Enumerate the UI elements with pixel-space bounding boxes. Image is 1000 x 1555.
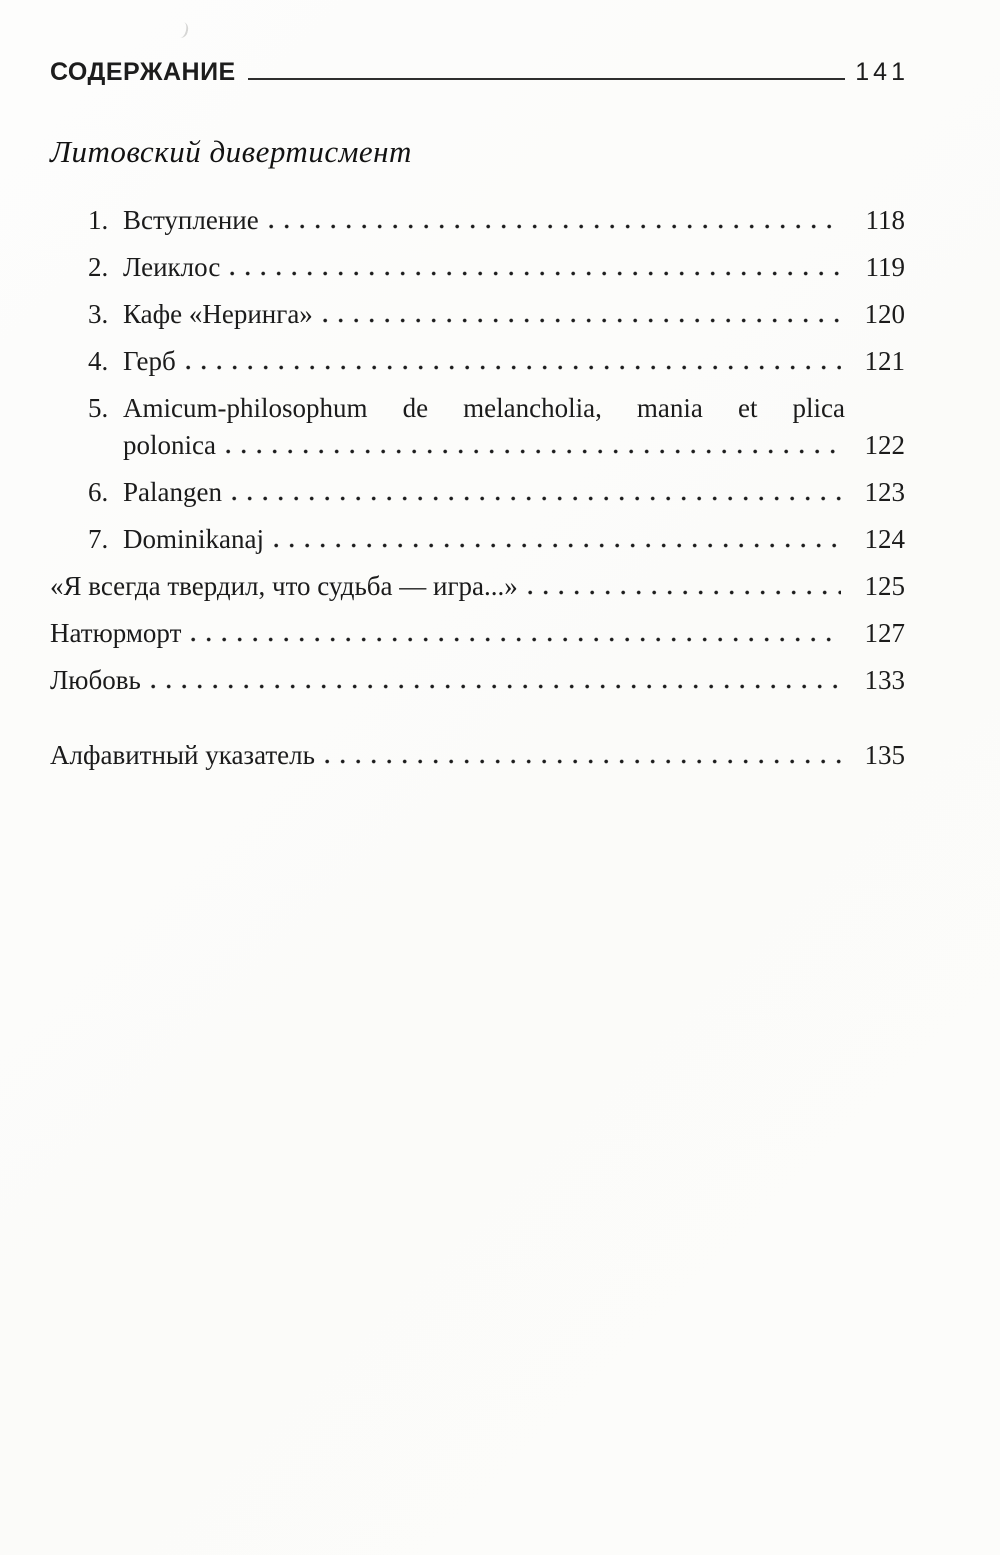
dotted-leader — [230, 271, 841, 276]
toc-entry-body — [123, 475, 905, 509]
scan-artifact — [174, 21, 190, 39]
dotted-leader — [274, 543, 841, 548]
toc-entry — [50, 663, 905, 697]
toc-entry-leader-line — [123, 475, 905, 509]
toc-entry-number: 4. — [88, 346, 109, 376]
toc-entry — [50, 344, 905, 378]
toc-entry-title: «Я всегда твердил, что судьба — игра...» — [50, 571, 518, 601]
dotted-leader — [325, 759, 841, 764]
toc-entry-body — [123, 344, 905, 378]
toc-entry-title: Вступление — [123, 205, 259, 235]
toc-entry-title: Dominikanaj — [123, 524, 264, 554]
toc-entry-number: 2. — [88, 252, 109, 282]
toc-entry-page: 121 — [864, 346, 905, 376]
toc-entry-body — [123, 297, 905, 331]
dotted-leader — [186, 365, 841, 370]
toc-entry-line: Amicum-philosophum de melancholia, mania et plica — [123, 393, 845, 423]
toc-entry-page: 122 — [864, 430, 905, 460]
toc-entry-leader-line — [123, 297, 905, 331]
dotted-leader — [528, 590, 841, 595]
toc-entry — [50, 738, 905, 772]
toc-entry-title: Герб — [123, 346, 176, 376]
toc-entry-leader-line — [123, 522, 905, 556]
toc-entry-title: Леиклос — [123, 252, 221, 282]
toc-entry-page: 120 — [864, 299, 905, 329]
toc-entry-number: 5. — [88, 393, 109, 423]
toc-entry-number: 1. — [88, 205, 109, 235]
toc-entry-title: Кафе «Неринга» — [123, 299, 313, 329]
header-page-number: 141 — [855, 58, 909, 86]
toc-entry-leader-line — [50, 738, 905, 772]
toc-entry-body — [123, 203, 905, 237]
toc-entry — [50, 475, 905, 509]
dotted-leader — [323, 318, 841, 323]
toc-entry-body — [123, 522, 905, 556]
toc-entry-title: Любовь — [50, 665, 141, 695]
toc-entry-title: Алфавитный указатель — [50, 740, 315, 770]
toc-entry-number: 6. — [88, 477, 109, 507]
toc-entry-page: 123 — [864, 477, 905, 507]
toc-entry — [50, 522, 905, 556]
toc-entry-title: Palangen — [123, 477, 222, 507]
section-heading: Литовский дивертисмент — [50, 134, 412, 169]
toc-entry — [50, 297, 905, 331]
toc-entry — [50, 250, 905, 284]
toc-entry — [50, 569, 905, 603]
toc-entry-number: 3. — [88, 299, 109, 329]
dotted-leader — [151, 684, 841, 689]
toc-entry — [50, 203, 905, 237]
toc-list — [50, 203, 905, 697]
toc-entry-leader-line — [123, 203, 905, 237]
toc-entry-body — [123, 250, 905, 284]
dotted-leader — [226, 449, 841, 454]
toc-entry-page: 125 — [864, 571, 905, 601]
toc-entry-body — [50, 616, 905, 650]
toc-entry-leader-line — [123, 428, 905, 462]
dotted-leader — [269, 224, 841, 229]
toc-entry-title: polonica — [123, 430, 216, 460]
toc-entry-leader-line — [123, 344, 905, 378]
toc-entry-page: 118 — [865, 205, 905, 235]
dotted-leader — [232, 496, 841, 501]
running-head — [50, 58, 909, 87]
toc-entry-title: Натюрморт — [50, 618, 182, 648]
toc-entry-leader-line — [50, 663, 905, 697]
dotted-leader — [191, 637, 841, 642]
page-title: СОДЕРЖАНИЕ — [50, 58, 236, 86]
toc-entry-page: 133 — [864, 665, 905, 695]
toc-entry-body — [123, 391, 905, 462]
toc-entry-body — [50, 569, 905, 603]
toc-entry-page: 135 — [864, 740, 905, 770]
toc-entry-leader-line — [123, 250, 905, 284]
header-rule — [248, 78, 846, 80]
toc-entry-leader-line — [50, 616, 905, 650]
toc-index-section — [50, 738, 905, 772]
toc-entry-body — [50, 738, 905, 772]
toc-entry-body — [50, 663, 905, 697]
toc-entry-page: 124 — [864, 524, 905, 554]
toc-entry — [50, 391, 905, 462]
toc-entry-page: 119 — [865, 252, 905, 282]
toc-entry — [50, 616, 905, 650]
toc-entry-page: 127 — [864, 618, 905, 648]
toc-entry-leader-line — [50, 569, 905, 603]
toc-entry-number: 7. — [88, 524, 109, 554]
